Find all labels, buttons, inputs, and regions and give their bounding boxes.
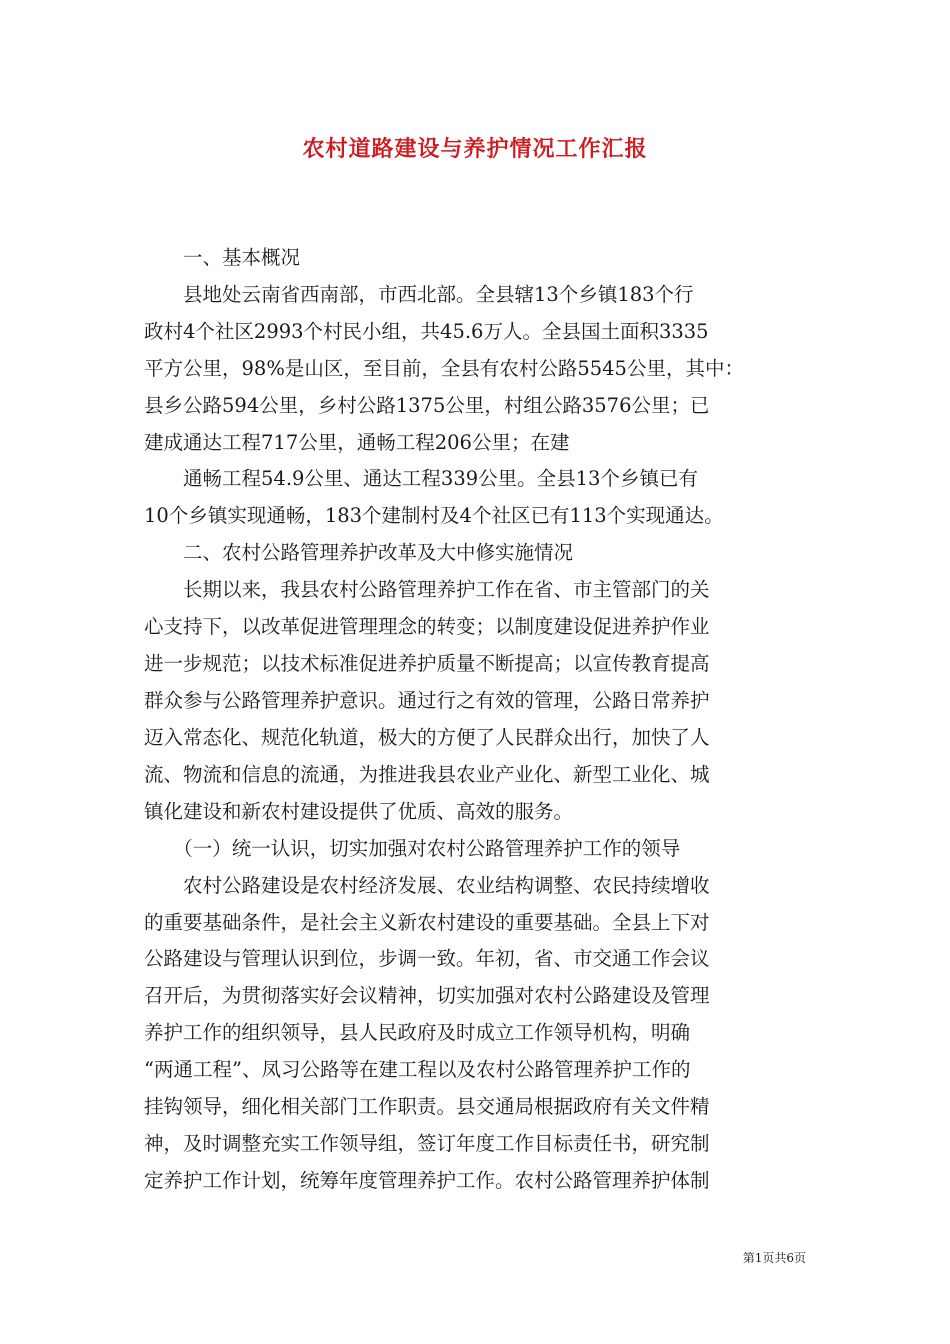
body-line: 挂钩领导，细化相关部门工作职责。县交通局根据政府有关文件精	[144, 1095, 710, 1118]
body-line: 政村4个社区2993个村民小组，共45.6万人。全县国土面积3335	[144, 320, 709, 343]
body-line: 神，及时调整充实工作领导组，签订年度工作目标责任书，研究制	[144, 1132, 710, 1155]
body-line: 县乡公路594公里，乡村公路1375公里，村组公路3576公里；已	[144, 394, 710, 417]
body-line: 定养护工作计划，统筹年度管理养护工作。农村公路管理养护体制	[144, 1169, 710, 1192]
body-line: 长期以来，我县农村公路管理养护工作在省、市主管部门的关	[144, 578, 710, 601]
body-line: 养护工作的组织领导，县人民政府及时成立工作领导机构，明确	[144, 1021, 691, 1044]
body-line: 召开后，为贯彻落实好会议精神，切实加强对农村公路建设及管理	[144, 984, 710, 1007]
body-line: 迈入常态化、规范化轨道，极大的方便了人民群众出行，加快了人	[144, 726, 710, 749]
body-line: 群众参与公路管理养护意识。通过行之有效的管理，公路日常养护	[144, 689, 710, 712]
body-line: 通畅工程54.9公里、通达工程339公里。全县13个乡镇已有	[144, 467, 698, 490]
page-number: 第1页共6页	[742, 1251, 806, 1265]
body-line: 进一步规范；以技术标准促进养护质量不断提高；以宣传教育提高	[144, 652, 710, 675]
document-title: 农村道路建设与养护情况工作汇报	[302, 136, 648, 162]
body-line: 10个乡镇实现通畅，183个建制村及4个社区已有113个实现通达。	[144, 504, 724, 527]
body-line: 建成通达工程717公里，通畅工程206公里；在建	[144, 431, 570, 454]
body-line: 镇化建设和新农村建设提供了优质、高效的服务。	[144, 800, 574, 823]
body-line: 平方公里，98%是山区，至目前，全县有农村公路5545公里，其中：	[144, 357, 744, 380]
body-line: 县地处云南省西南部，市西北部。全县辖13个乡镇183个行	[144, 283, 694, 306]
body-line: 农村公路建设是农村经济发展、农业结构调整、农民持续增收	[144, 874, 710, 897]
body-line: “两通工程”、凤习公路等在建工程以及农村公路管理养护工作的	[144, 1058, 691, 1081]
subsection-heading: （一）统一认识，切实加强对农村公路管理养护工作的领导	[144, 837, 681, 860]
body-line: 心支持下，以改革促进管理理念的转变；以制度建设促进养护作业	[144, 615, 710, 638]
body-line: 流、物流和信息的流通，为推进我县农业产业化、新型工业化、城	[144, 763, 710, 786]
body-line: 的重要基础条件，是社会主义新农村建设的重要基础。全县上下对	[144, 911, 710, 934]
body-line: 公路建设与管理认识到位，步调一致。年初，省、市交通工作会议	[144, 947, 710, 970]
body-line: 一、基本概况	[144, 246, 301, 269]
section-heading: 二、农村公路管理养护改革及大中修实施情况	[144, 541, 574, 564]
